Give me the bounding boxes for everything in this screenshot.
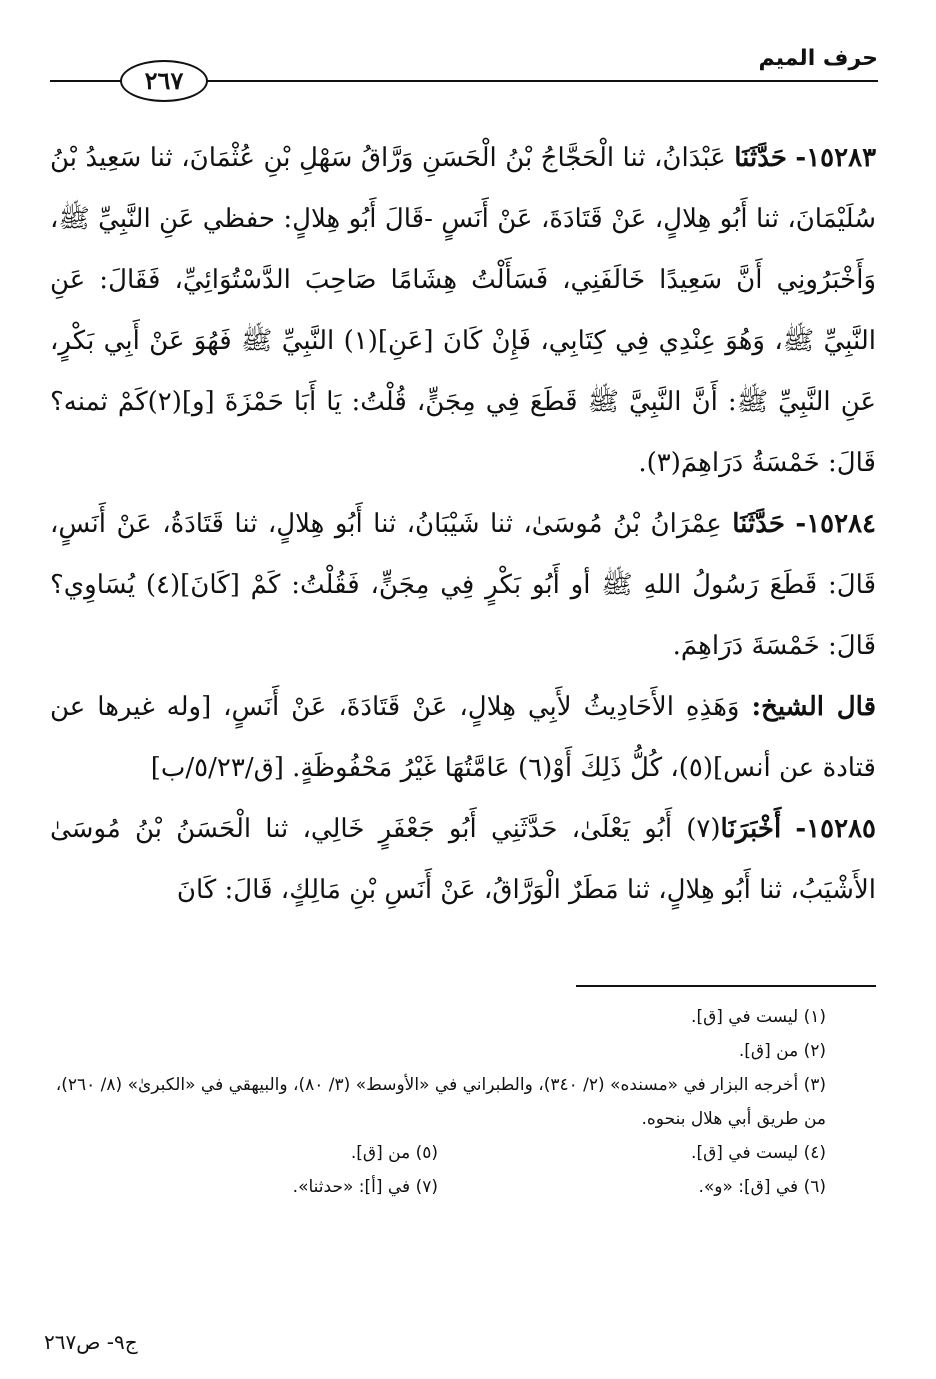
footnote-7: (٧) في [أ]: «حدثنا». [292, 1177, 438, 1197]
hadith-keyword: حَدَّثَنَا [734, 143, 787, 173]
hadith-keyword: أَخْبَرَنَا [720, 814, 782, 844]
main-text [50, 128, 876, 921]
hadith-15284 [50, 494, 876, 677]
footnote-row [50, 1170, 826, 1204]
page-header [50, 44, 878, 104]
footnote-4: (٤) ليست في [ق]. [691, 1143, 826, 1163]
hadith-text: (٧) أَبُو يَعْلَىٰ، حَدَّثَنِي أَبُو جَعْفَرٍ خَالِي، ثنا الْحَسَنُ بْنُ مُوسَىٰ الأَشْيَبُ، ثنا أَبُو هِلالٍ، ثنا مَطَرٌ الْوَرَّاقُ، عَنْ أَنَسِ بْنِ مَالِكٍ، قَالَ: كَانَ [50, 814, 876, 905]
hadith-number: ١٥٢٨٤- [795, 509, 877, 539]
hadith-number: ١٥٢٨٥- [795, 814, 876, 844]
comment-text: وَهَذِهِ الأَحَادِيثُ لأَبِي هِلالٍ، عَنْ قَتَادَةَ، عَنْ أَنَسٍ، [وله غيرها عن قتادة عن أنس](٥)، كُلُّ ذَلِكَ أَوْ(٦) عَامَّتُهَا غَيْرُ مَحْفُوظَةٍ. [ق/٥/٢٣/ب] [50, 692, 876, 783]
footnote-3: (٣) أخرجه البزار في «مسنده» (٢/ ٣٤٠)، والطبراني في «الأوسط» (٣/ ٨٠)، والبيهقي في «الكبرىٰ» (٨/ ٢٦٠)، من طريق أبي هلال بنحوه. [55, 1075, 826, 1129]
footnote-5: (٥) من [ق]. [350, 1143, 438, 1163]
sheikh-comment [50, 677, 876, 799]
page-number-badge: ٢٦٧ [120, 60, 208, 102]
chapter-title: حرف الميم [758, 46, 878, 71]
hadith-number: ١٥٢٨٣- [795, 143, 877, 173]
hadith-text: عَبْدَانُ، ثنا الْحَجَّاجُ بْنُ الْحَسَنِ وَرَّاقُ سَهْلِ بْنِ عُثْمَانَ، ثنا سَعِيدُ بْنُ سُلَيْمَانَ، ثنا أَبُو هِلالٍ، عَنْ قَتَادَةَ، عَنْ أَنَسٍ -قَالَ أَبُو هِلالٍ: حفظي عَنِ النَّبِيِّ ﷺ، وَأَخْبَرُونِي أَنَّ سَعِيدًا خَالَفَنِي، فَسَأَلْتُ هِشَامًا صَاحِبَ الدَّسْتُوَائِيِّ، فَقَالَ: عَنِ النَّبِيِّ ﷺ، وَهُوَ عِنْدِي فِي كِتَابِي، فَإِنْ كَانَ [عَنِ](١) النَّبِيِّ ﷺ فَهُوَ عَنْ أَبِي بَكْرٍ، عَنِ النَّبِيِّ ﷺ: أَنَّ النَّبِيَّ ﷺ قَطَعَ فِي مِجَنٍّ، قُلْتُ: يَا أَبَا حَمْزَةَ [و](٢)كَمْ ثمنه؟ قَالَ: خَمْسَةُ دَرَاهِمَ(٣). [50, 143, 876, 478]
footnote-1: (١) ليست في [ق]. [691, 1007, 826, 1027]
hadith-15285 [50, 799, 876, 921]
hadith-keyword: حَدَّثَنَا [732, 509, 785, 539]
volume-page-footer: ج٩- ص٢٦٧ [44, 1330, 138, 1354]
footnotes [50, 1000, 826, 1204]
hadith-15283 [50, 128, 876, 494]
comment-keyword: قال الشيخ: [751, 692, 876, 722]
hadith-text: عِمْرَانُ بْنُ مُوسَىٰ، ثنا شَيْبَانُ، ثنا أَبُو هِلالٍ، ثنا قَتَادَةُ، عَنْ أَنَسٍ، قَالَ: قَطَعَ رَسُولُ اللهِ ﷺ أو أَبُو بَكْرٍ فِي مِجَنٍّ، فَقُلْتُ: كَمْ [كَانَ](٤) يُسَاوِي؟ قَالَ: خَمْسَةَ دَرَاهِمَ. [50, 509, 877, 661]
footnote-row [50, 1136, 826, 1170]
footnote-2: (٢) من [ق]. [738, 1041, 826, 1061]
footnote-separator [576, 985, 876, 987]
footnote-6: (٦) في [ق]: «و». [698, 1177, 826, 1197]
